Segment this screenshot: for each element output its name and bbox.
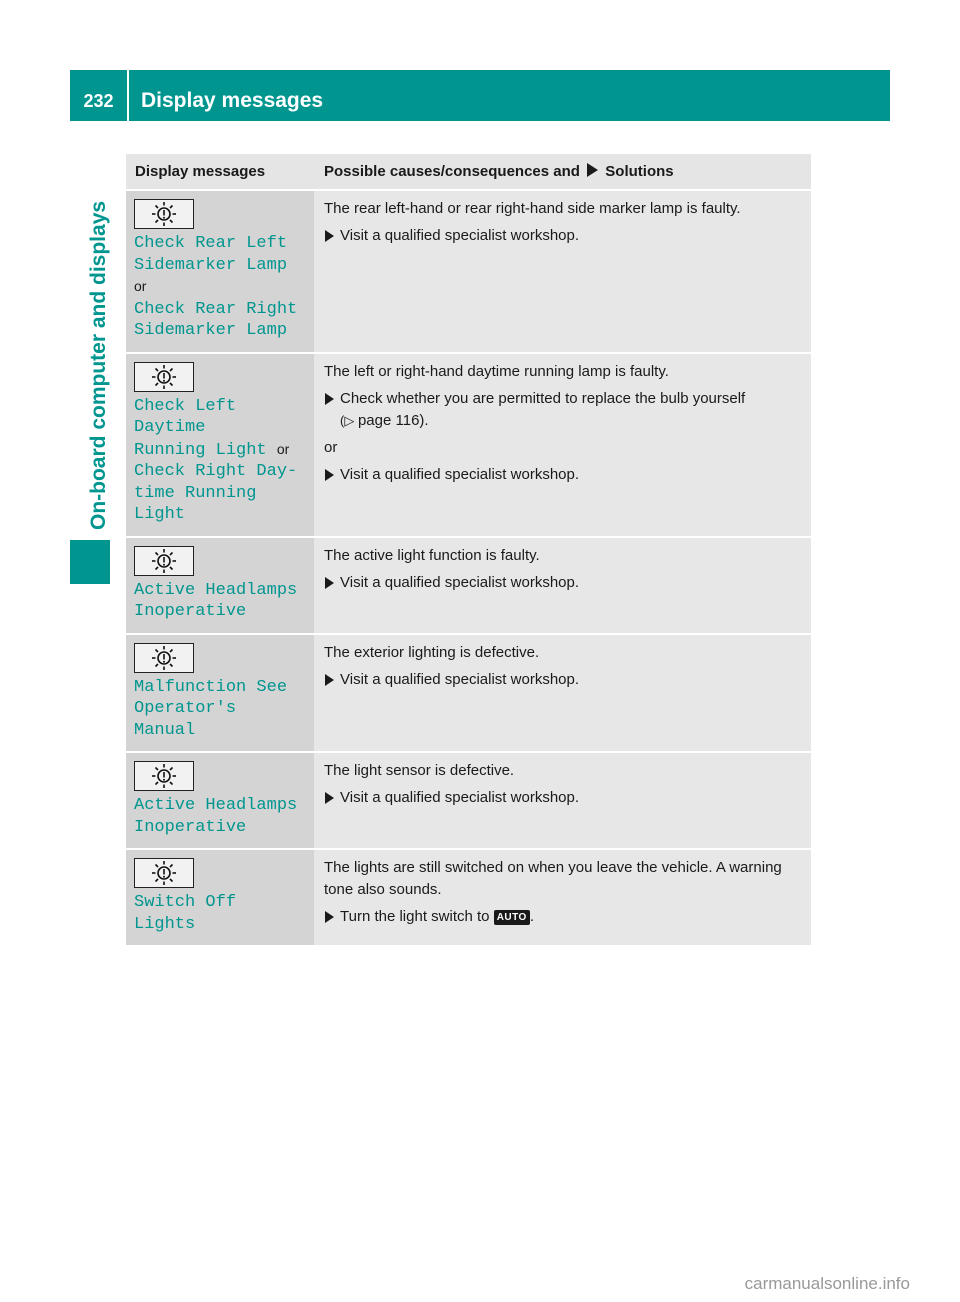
- step-arrow-icon: [325, 792, 334, 804]
- or-text: or: [324, 438, 338, 456]
- table-header-row: [126, 154, 811, 190]
- table-row: [126, 190, 811, 353]
- message-line: time Running Light: [134, 483, 257, 524]
- side-tab: [84, 170, 114, 530]
- message-cell: [126, 190, 314, 353]
- page-header: [70, 70, 890, 121]
- display-messages-table: [126, 154, 811, 947]
- solution-step: Visit a qualified specialist workshop.: [324, 787, 801, 809]
- message-cell: [126, 537, 314, 634]
- solution-cell: [314, 634, 811, 753]
- message-line: Active Headlamps: [134, 796, 298, 815]
- step-arrow-icon: [325, 674, 334, 686]
- message-line: Inoperative: [134, 817, 247, 837]
- solution-step: Check whether you are permitted to replace the bulb yourself (▷ page 116).: [324, 388, 801, 432]
- page-number: 232: [83, 91, 114, 111]
- step-arrow-icon: [325, 230, 334, 242]
- message-line: Check Rear Right: [134, 299, 298, 319]
- message-line: Operator's Manual: [134, 699, 237, 740]
- exterior-light-warning-icon: [134, 643, 194, 673]
- solution-step: Visit a qualified specialist workshop.: [324, 464, 801, 486]
- solution-cell: [314, 752, 811, 849]
- arrow-right-icon: [587, 163, 598, 177]
- cause-text: The left or right-hand daytime running lamp is faulty.: [324, 362, 669, 380]
- column-header-solutions-label: Solutions: [605, 163, 674, 180]
- step-arrow-icon: [325, 911, 334, 923]
- side-tab-marker: [70, 540, 110, 584]
- step-arrow-icon: [325, 469, 334, 481]
- message-line: Active Headlamps: [134, 580, 298, 600]
- cause-text: The light sensor is defective.: [324, 762, 515, 779]
- exterior-light-warning-icon: [134, 199, 194, 229]
- column-header-solutions: [314, 154, 811, 190]
- solution-cell: [314, 849, 811, 946]
- exterior-light-warning-icon: [134, 546, 194, 576]
- solution-cell: [314, 537, 811, 634]
- table-row: [126, 634, 811, 753]
- message-line: Check Rear Left: [134, 234, 288, 253]
- solution-step: Turn the light switch to AUTO .: [324, 906, 801, 928]
- auto-switch-icon: AUTO: [494, 910, 530, 925]
- message-line: Running Light or: [134, 440, 290, 460]
- column-header-causes: Possible causes/consequences and: [324, 163, 580, 180]
- exterior-light-warning-icon: [134, 362, 194, 392]
- table-row: [126, 537, 811, 634]
- side-tab-label: On-board computer and displays: [87, 200, 110, 530]
- message-line: Inoperative: [134, 602, 247, 621]
- message-cell: [126, 634, 314, 753]
- message-cell: [126, 849, 314, 946]
- solution-step: Visit a qualified specialist workshop.: [324, 572, 801, 594]
- message-cell: [126, 752, 314, 849]
- message-cell: [126, 353, 314, 537]
- page-reference[interactable]: page 116).: [357, 411, 429, 429]
- table-row: [126, 752, 811, 849]
- table-row: [126, 353, 811, 537]
- solution-step: Visit a qualified specialist workshop.: [324, 225, 801, 247]
- solution-cell: [314, 190, 811, 353]
- page-title: Display messages: [141, 89, 324, 112]
- message-line: Check Right Day‑: [134, 462, 298, 481]
- message-line: Malfunction See: [134, 677, 288, 697]
- column-header-display-messages: Display messages: [126, 154, 314, 190]
- cause-text: The active light function is faulty.: [324, 546, 540, 564]
- message-line: Check Left Daytime: [134, 396, 237, 437]
- step-arrow-icon: [325, 577, 334, 589]
- step-arrow-icon: [325, 393, 334, 405]
- header-divider: [127, 70, 129, 121]
- table-row: [126, 849, 811, 946]
- watermark: carmanualsonline.info: [744, 1274, 910, 1293]
- exterior-light-warning-icon: [134, 761, 194, 791]
- cause-text: The exterior lighting is defective.: [324, 643, 540, 661]
- solution-cell: [314, 353, 811, 537]
- exterior-light-warning-icon: [134, 858, 194, 888]
- message-line: Sidemarker Lamp or: [134, 255, 288, 294]
- page-reference-icon: ▷: [344, 412, 355, 428]
- message-line: Switch Off Lights: [134, 893, 237, 934]
- message-line: Sidemarker Lamp: [134, 321, 288, 340]
- cause-text: The rear left-hand or rear right-hand side marker lamp is faulty.: [324, 200, 741, 217]
- cause-text: The lights are still switched on when you leave the vehicle. A warning tone also sounds.: [324, 859, 782, 898]
- solution-step: Visit a qualified specialist workshop.: [324, 669, 801, 691]
